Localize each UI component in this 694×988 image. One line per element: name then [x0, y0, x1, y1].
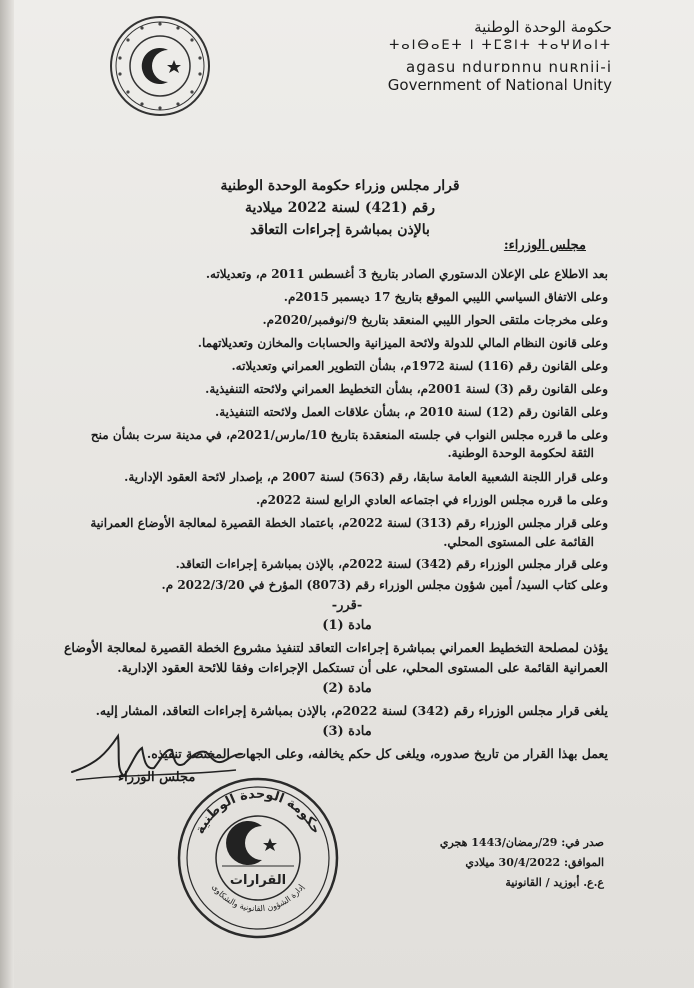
stamp-center-label: القرارات	[229, 873, 287, 888]
gov-name-english: Government of National Unity	[387, 76, 612, 94]
preamble-item: وعلى ما قرره مجلس الوزراء في اجتماعه العادي الرابع لسنة 2022م.	[255, 493, 608, 507]
stamp-sub-text: إدارة الشؤون القانونية والشكاوى	[210, 882, 306, 914]
preamble-item: وعلى الاتفاق السياسي الليبي الموقع بتاريخ 17 ديسمبر 2015م.	[283, 290, 608, 304]
preamble-item: وعلى قانون النظام المالي للدولة ولائحة الميزانية والحسابات والمخازن وتعديلاتهما.	[197, 336, 608, 350]
page-edge-shadow	[0, 0, 14, 988]
preamble-item: وعلى القانون رقم (3) لسنة 2001م، بشأن التخطيط العمراني ولائحته التنفيذية.	[205, 382, 608, 396]
government-seal-icon	[108, 14, 212, 118]
preamble-item: وعلى قرار اللجنة الشعبية العامة سابقا، رقم (563) لسنة 2007 م، بإصدار لائحة العقود الإدارية.	[124, 470, 608, 484]
preamble-item-continuation: الثقة لحكومة الوحدة الوطنية.	[447, 446, 594, 460]
preamble-item-continuation: القائمة على المستوى المحلي.	[443, 535, 594, 549]
preamble-item: وعلى القانون رقم (12) لسنة 2010 م، بشأن علاقات العمل ولائحته التنفيذية.	[215, 405, 608, 419]
corresponding-date: الموافق: 30/4/2022 ميلادي	[465, 856, 604, 869]
gov-name-tifinagh: ⵜⴰⵏⴱⴰⴹⵜ ⵏ ⵜⵎⵓⵏⵜ ⵜⴰⵖⵍⴰⵏⵜ	[389, 38, 612, 53]
preamble-item: وعلى كتاب السيد/ أمين شؤون مجلس الوزراء رقم (8073) المؤرخ في 2022/3/20 م.	[161, 578, 608, 592]
article-heading: مادة (1)	[322, 618, 372, 633]
decision-subject: بالإذن بمباشرة إجراءات التعاقد	[250, 222, 430, 238]
preamble-item: وعلى ما قرره مجلس النواب في جلسته المنعقدة بتاريخ 10/مارس/2021م، في مدينة سرت بشأن منح	[90, 428, 608, 442]
preamble-item: وعلى قرار مجلس الوزراء رقم (342) لسنة 2022م، بالإذن بمباشرة إجراءات التعاقد.	[175, 557, 608, 571]
preamble-item: بعد الاطلاع على الإعلان الدستوري الصادر بتاريخ 3 أغسطس 2011 م، وتعديلاته.	[205, 267, 608, 281]
article-text: يلغى قرار مجلس الوزراء رقم (342) لسنة 2022م، بالإذن بمباشرة إجراءات التعاقد، المشار إليه.	[95, 703, 608, 718]
decisions-stamp-icon	[176, 776, 340, 940]
decision-number: رقم (421) لسنة 2022 ميلادية	[245, 200, 435, 216]
stamp-ring-text: حكومة الوحدة الوطنية	[192, 786, 324, 837]
article-heading: مادة (2)	[322, 681, 372, 696]
decree-word: -قرر-	[331, 598, 363, 613]
article-heading: مادة (3)	[322, 724, 372, 739]
council-label: مجلس الوزراء:	[503, 238, 586, 253]
preamble-item: وعلى قرار مجلس الوزراء رقم (313) لسنة 2022م، باعتماد الخطة القصيرة لمعالجة الأوضاع العمرانية	[90, 516, 608, 530]
article-text: العمرانية القائمة على المستوى المحلي، على أن تستكمل الإجراءات وفقا للائحة العقود الإدارية.	[117, 660, 608, 675]
signature-label: مجلس الوزراء	[118, 770, 196, 785]
gov-name-latin: agasu ndurɒnnu nuʀnii-i	[406, 58, 612, 76]
article-text: يؤذن لمصلحة التخطيط العمراني بمباشرة إجراءات التعاقد لتنفيذ مشروع الخطة القصيرة لمعالجة الأوضاع	[63, 640, 608, 655]
preamble-item: وعلى مخرجات ملتقى الحوار الليبي المنعقد بتاريخ 9/نوفمبر/2020م.	[262, 313, 608, 327]
article-text: يعمل بهذا القرار من تاريخ صدوره، ويلغى كل حكم يخالفه، وعلى الجهات المختصة تنفيذه.	[146, 746, 608, 761]
reference-line: ع.ع. أبوزيد / القانونية	[505, 876, 604, 889]
preamble-item: وعلى القانون رقم (116) لسنة 1972م، بشأن التطوير العمراني وتعديلاته.	[231, 359, 608, 373]
gov-name-arabic: حكومة الوحدة الوطنية	[474, 18, 612, 36]
decision-title: قرار مجلس وزراء حكومة الوحدة الوطنية	[220, 178, 460, 194]
government-header	[352, 18, 612, 98]
issued-date: صدر في: 29/رمضان/1443 هجري	[439, 836, 604, 849]
